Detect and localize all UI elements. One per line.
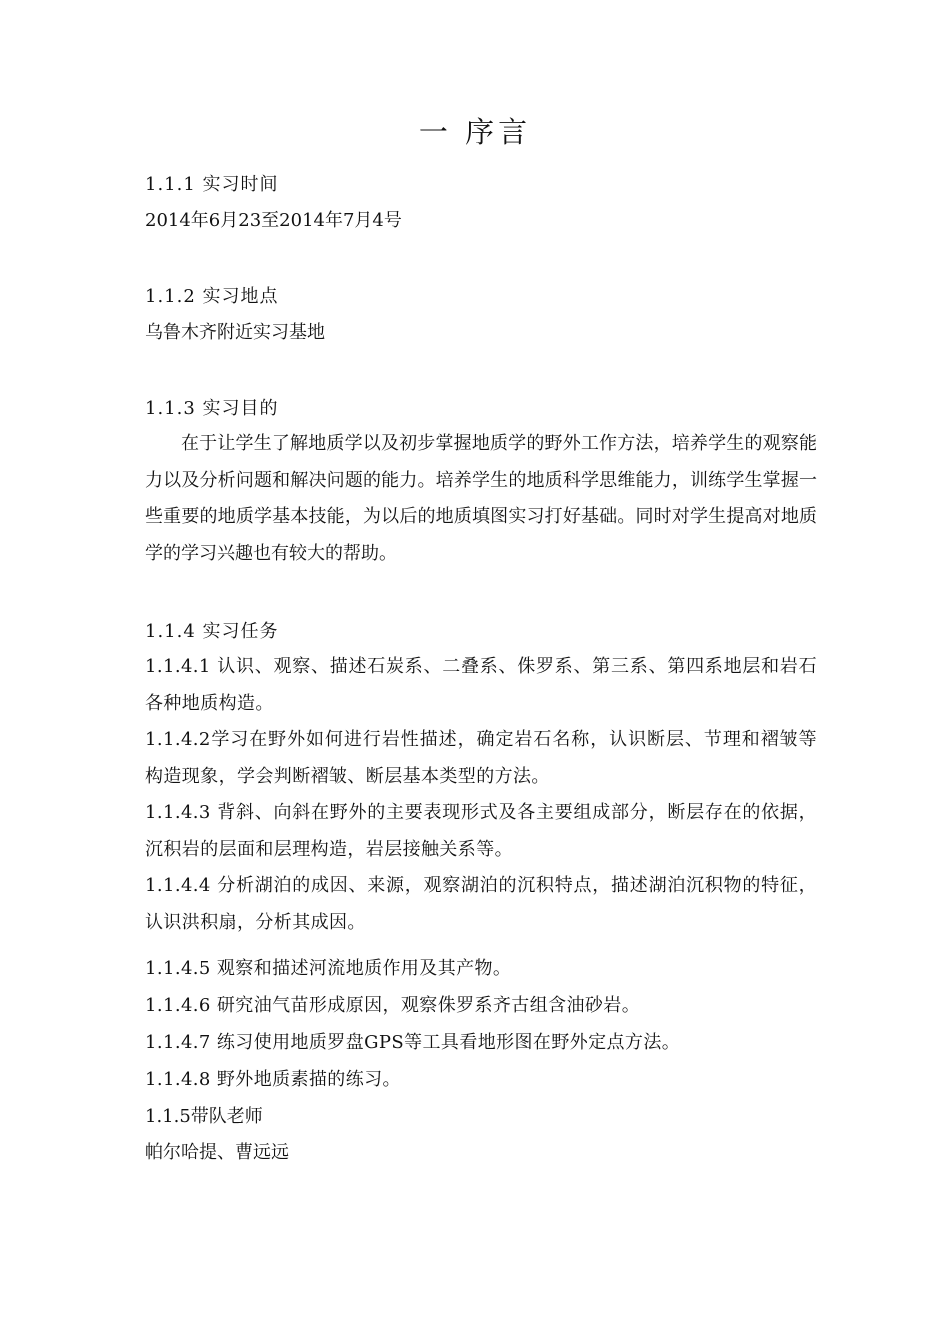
section-heading-teachers: 1.1.5带队老师 (145, 1106, 263, 1127)
section-text-time: 2014年6月23至2014年7月4号 (145, 210, 402, 231)
task-item: 1.1.4.8 野外地质素描的练习。 (145, 1069, 401, 1090)
task-item: 1.1.4.3 背斜、向斜在野外的主要表现形式及各主要组成部分，断层存在的依据，沉积岩的层面和层理构造，岩层接触关系等。 (145, 802, 817, 860)
task-item: 1.1.4.6 研究油气苗形成原因，观察侏罗系齐古组含油砂岩。 (145, 995, 641, 1016)
section-heading-purpose: 1.1.3 实习目的 (145, 398, 279, 419)
section-text-place: 乌鲁木齐附近实习基地 (145, 322, 325, 343)
task-item: 1.1.4.1 认识、观察、描述石炭系、二叠系、侏罗系、第三系、第四系地层和岩石各种地质构造。 (145, 656, 817, 714)
task-item: 1.1.4.4 分析湖泊的成因、来源，观察湖泊的沉积特点，描述湖泊沉积物的特征，认识洪积扇，分析其成因。 (145, 875, 817, 933)
task-item: 1.1.4.7 练习使用地质罗盘GPS等工具看地形图在野外定点方法。 (145, 1032, 681, 1053)
task-item: 1.1.4.5 观察和描述河流地质作用及其产物。 (145, 958, 512, 979)
section-heading-place: 1.1.2 实习地点 (145, 286, 279, 307)
section-heading-time: 1.1.1 实习时间 (145, 174, 279, 195)
section-text-teachers: 帕尔哈提、曹远远 (145, 1142, 289, 1163)
section-heading-tasks: 1.1.4 实习任务 (145, 621, 279, 642)
task-item: 1.1.4.2学习在野外如何进行岩性描述，确定岩石名称，认识断层、节理和褶皱等构造现象，学会判断褶皱、断层基本类型的方法。 (145, 729, 817, 787)
section-paragraph-purpose: 在于让学生了解地质学以及初步掌握地质学的野外工作方法，培养学生的观察能力以及分析问题和解决问题的能力。培养学生的地质科学思维能力，训练学生掌握一些重要的地质学基本技能，为以后的地质填图实习打好基础。同时对学生提高对地质学的学习兴趣也有较大的帮助。 (145, 433, 817, 564)
page-title: 一 序言 (418, 115, 532, 149)
